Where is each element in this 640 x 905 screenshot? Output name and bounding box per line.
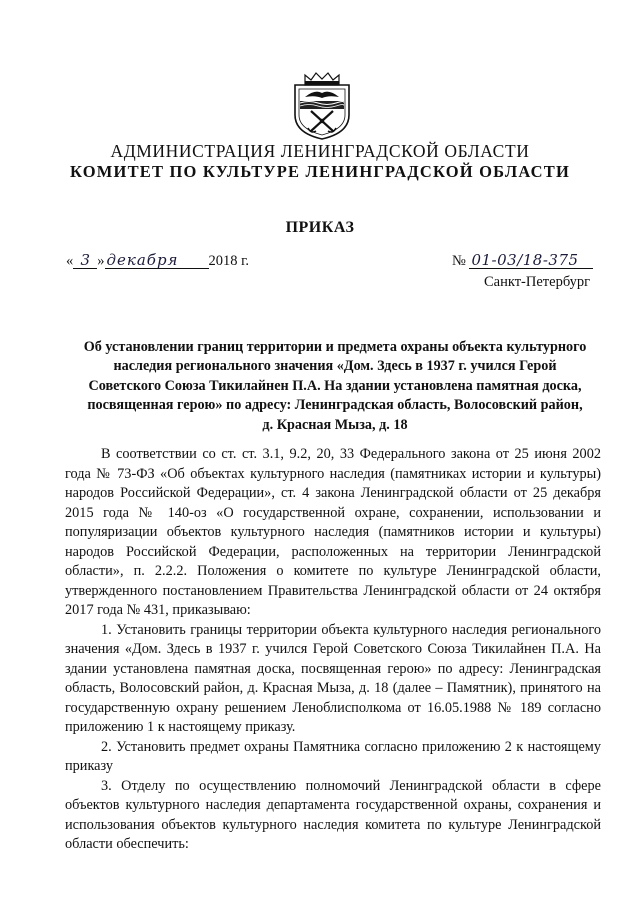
city-label: Санкт-Петербург (484, 274, 591, 290)
organization-line-1: АДМИНИСТРАЦИЯ ЛЕНИНГРАДСКОЙ ОБЛАСТИ (110, 141, 530, 161)
title-line: Об установлении границ территории и предмета охраны объекта культурного (83, 339, 587, 355)
number-label: № (452, 253, 466, 269)
date-close-quote: » (97, 253, 105, 269)
date-field (66, 252, 249, 270)
title-line: наследия регионального значения «Дом. Здесь в 1937 г. учился Герой (113, 358, 557, 375)
title-line: посвященная герою» по адресу: Ленинградская область, Волосовский район, (87, 397, 583, 414)
order-item-1: 1. Установить границы территории объекта культурного наследия регионального значения «Дом. Здесь в 1937 г. учился Герой Советского Союза Тикилайнен П.А. На здании установлена памятная доска, посвященная герою» по адресу: Ленинградская область, Волосовский район, д. Красная Мыза, д. 18 (далее – Памятник), принятого на государственную охрану решением Леноблисполкома от 16.05.1988 № 189 согласно приложению 1 к настоящему приказу. (65, 621, 601, 735)
order-item-2: 2. Установить предмет охраны Памятника согласно приложению 2 к настоящему приказу (65, 738, 601, 774)
date-year: 2018 г. (208, 253, 250, 269)
order-item-3: 3. Отделу по осуществлению полномочий Ленинградской области в сфере объектов культурного наследия департамента государственной охраны, сохранения и использования объектов культурного наследия комитета по культуре Ленинградской области обеспечить: (65, 777, 601, 852)
date-open-quote: « (66, 253, 74, 269)
preamble-paragraph: В соответствии со ст. ст. 3.1, 9.2, 20, 33 Федерального закона от 25 июня 2002 года № 73-ФЗ «Об объектах культурного наследия (памятниках истории и культуры) народов Российской Федерации», ст. 4 закона Ленинградской области от 25 декабря 2015 года № 140-оз «О государственной охране, сохранении, использовании и популяризации объектов культурного наследия (памятников истории и культуры) народов Российской Федерации, расположенных на территории Ленинградской области», п. 2.2.2. Положения о комитете по культуре Ленинградской области, утвержденного постановлением Правительства Ленинградской области от 24 октября 2017 года № 431, приказываю: (65, 446, 601, 618)
document-number-handwritten: 01-03/18-375 (469, 252, 593, 269)
document-type-heading: ПРИКАЗ (285, 219, 355, 236)
document-title (70, 338, 600, 435)
document-body (65, 445, 601, 855)
title-line: д. Красная Мыза, д. 18 (262, 416, 408, 433)
date-month-handwritten: декабря (105, 252, 209, 269)
organization-line-2: КОМИТЕТ ПО КУЛЬТУРЕ ЛЕНИНГРАДСКОЙ ОБЛАСТИ (69, 162, 571, 181)
date-day-handwritten: 3 (73, 252, 97, 269)
coat-of-arms-emblem (291, 71, 353, 141)
document-number-field (452, 252, 593, 270)
title-line: Советского Союза Тикилайнен П.А. На здании установлена памятная доска, (88, 377, 582, 394)
